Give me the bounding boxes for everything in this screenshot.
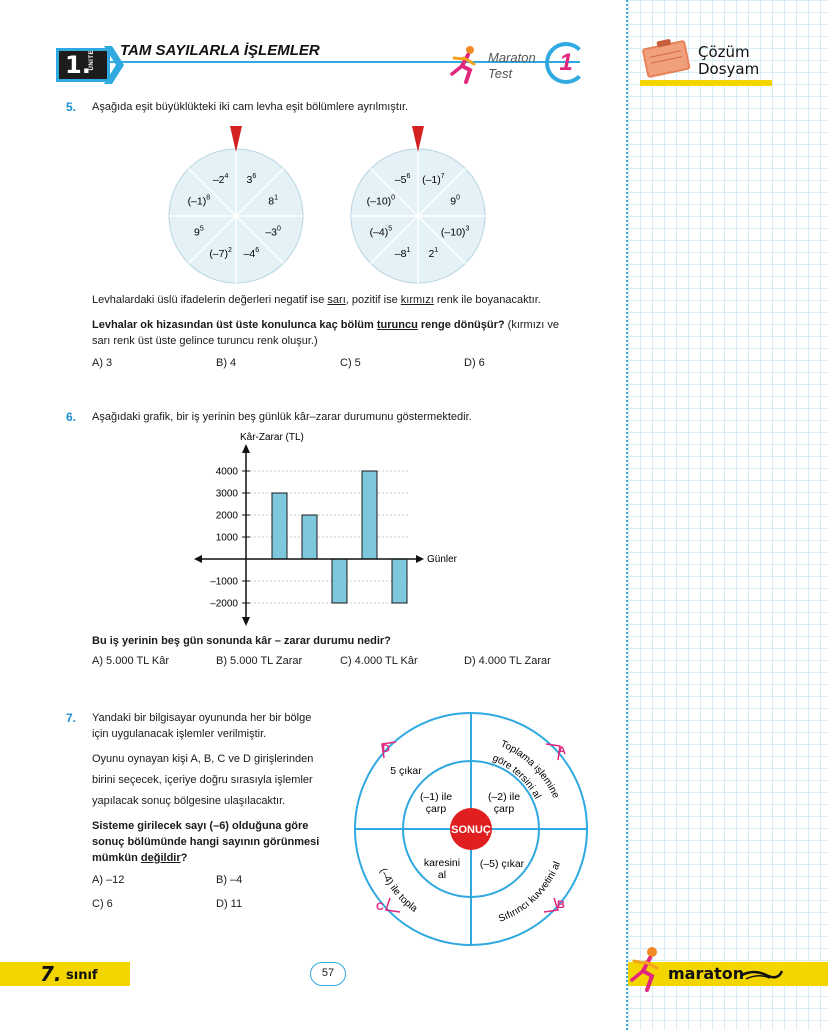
disc-right-arrow-icon: [412, 126, 424, 152]
chart-bar-day-3: [332, 559, 347, 603]
q6-question: Bu iş yerinin beş gün sonunda kâr – zarar durumu nedir?: [92, 635, 391, 647]
grade-footer: [0, 962, 130, 986]
disc-right-segment-8: $-5^6$: [394, 172, 411, 186]
q6-number: 6.: [66, 410, 77, 424]
cozum-dosyam-title: [698, 44, 759, 78]
inner-tl-line2: çarp: [425, 803, 447, 815]
disc-left-segment-3: $-3^0$: [265, 225, 281, 239]
unit-number: 1.: [65, 51, 91, 79]
chart-y-axis-label: Kâr-Zarar (TL): [240, 432, 304, 443]
q6-bar-chart: [190, 428, 490, 628]
chart-bar-day-4: [362, 471, 377, 559]
y-axis-up-arrow-icon: [242, 444, 250, 453]
entry-d[interactable]: [382, 742, 396, 758]
q6-option-d[interactable]: D) 4.000 TL Zarar: [464, 655, 551, 667]
disc-right-segment-4: $2^1$: [428, 247, 439, 261]
maraton-label: Maraton: [488, 50, 536, 65]
dosyam-label: Dosyam: [698, 60, 760, 78]
outer-tl: 5 çıkar: [390, 765, 422, 777]
q5-rule-mid: , pozitif ise: [345, 294, 401, 306]
q6-intro: Aşağıdaki grafik, bir iş yerinin beş günlük kâr–zarar durumunu göstermektedir.: [92, 411, 472, 423]
chart-y-tick-label: 2000: [215, 510, 238, 522]
disc-right-segment-2: $9^0$: [450, 194, 461, 208]
q5-question-bold-end: renge dönüşür?: [417, 319, 505, 331]
folder-icon: [638, 36, 694, 80]
footer-runner-icon: [628, 944, 664, 994]
disc-left-arrow-icon: [230, 126, 242, 152]
q7-option-a[interactable]: A) –12: [92, 874, 125, 886]
outer-bl-path: (–4) ile topla: [377, 866, 420, 915]
q7-p2c: yapılacak sonuç bölgesine ulaşılacaktır.: [92, 795, 286, 807]
outer-tr-line1-path: Toplama işlemine: [498, 738, 562, 801]
q5-rule-sari: sarı: [327, 294, 346, 306]
entry-b-label: B: [557, 899, 565, 911]
disc-right-segment-7: $(-10)^0$: [366, 194, 396, 208]
q7-q3: [92, 851, 187, 866]
q7-option-c[interactable]: C) 6: [92, 898, 113, 910]
chart-y-tick-label: –2000: [210, 598, 238, 610]
inner-bl-line1: karesini: [423, 857, 461, 869]
disc-right-segment-3: $(-10)^3$: [440, 225, 470, 239]
q5-discs: [160, 120, 500, 290]
q7-q2: sonuç bölümünde hangi sayının görünmesi: [92, 836, 320, 848]
cozum-label: Çözüm: [698, 43, 750, 61]
outer-br-path: Sıfırıncı kuvvetini al: [497, 860, 563, 925]
disc-left-segment-5: $(-7)^2$: [209, 247, 232, 261]
grade-number: 7.: [40, 962, 62, 986]
x-axis-left-arrow-icon: [194, 555, 202, 563]
entry-b[interactable]: [544, 898, 565, 912]
entry-c-label: C: [376, 901, 384, 913]
disc-left-segment-8: $-2^4$: [212, 172, 229, 186]
q6-option-b[interactable]: B) 5.000 TL Zarar: [216, 655, 303, 667]
chart-x-axis-label: Günler: [427, 554, 458, 565]
disc-left-segment-7: $(-1)^8$: [187, 194, 211, 208]
brand-name: maraton: [668, 964, 745, 983]
inner-br: (–5) çıkar: [479, 858, 525, 870]
q5-question-turuncu: turuncu: [376, 319, 418, 331]
disc-right: [351, 149, 485, 283]
disc-left-segment-6: $9^5$: [193, 225, 204, 239]
disc-left-segment-1: $3^6$: [246, 172, 257, 186]
sonuc-label: SONUÇ: [451, 824, 491, 836]
inner-tr-line1: (–2) ile: [487, 791, 521, 803]
q5-question: [92, 318, 559, 333]
q7-p1b: için uygulanacak işlemler verilmiştir.: [92, 728, 267, 740]
inner-tr-line2: çarp: [493, 803, 515, 815]
grade-word: sınıf: [66, 968, 98, 983]
disc-left-segment-4: $-4^6$: [243, 247, 260, 261]
test-number: 1: [559, 49, 573, 76]
disc-right-segment-6: $(-4)^5$: [369, 225, 393, 239]
q5-question-note: (kırmızı ve: [504, 319, 559, 331]
q5-intro: Aşağıda eşit büyüklükteki iki cam levha eşit bölümlere ayrılmıştır.: [92, 101, 409, 113]
cozum-underline: [640, 80, 772, 86]
q5-question-bold: Levhalar ok hizasından üst üste konulunca kaç bölüm: [92, 319, 377, 331]
chart-y-tick-label: 1000: [215, 532, 238, 544]
disc-right-segment-5: $-8^1$: [394, 247, 411, 261]
test-label: Test: [488, 66, 513, 81]
q7-option-b[interactable]: B) –4: [216, 874, 243, 886]
q5-rule-kirmizi: kırmızı: [400, 294, 434, 306]
entry-a-label: A: [558, 745, 566, 757]
q5-number: 5.: [66, 100, 77, 114]
q7-p1a: Yandaki bir bilgisayar oyununda her bir bölge: [92, 712, 312, 724]
q5-rule-post: renk ile boyanacaktır.: [433, 294, 541, 306]
q7-q3-pre: mümkün: [92, 852, 141, 864]
inner-tl-line1: (–1) ile: [419, 791, 453, 803]
test-number-badge: [545, 42, 587, 84]
outer-tr-line2-path: göre tersini al: [490, 752, 543, 801]
chart-y-tick-label: –1000: [210, 576, 238, 588]
chart-bar-day-1: [272, 493, 287, 559]
page-number: 57: [310, 962, 346, 986]
x-axis-right-arrow-icon: [416, 555, 424, 563]
runner-icon: [446, 44, 482, 86]
unit-label: ÜNİTE: [89, 50, 95, 71]
q5-option-b[interactable]: B) 4: [216, 357, 237, 369]
disc-left-segment-2: $8^1$: [268, 194, 279, 208]
disc-right-segment-1: $(-1)^7$: [422, 172, 445, 186]
maraton-test-label: [488, 50, 536, 82]
q6-option-c[interactable]: C) 4.000 TL Kâr: [340, 655, 418, 667]
q7-p2b: birini seçecek, içeriye doğru sırasıyla işlemler: [92, 774, 313, 786]
q7-q3-post: ?: [180, 852, 188, 864]
chart-y-tick-label: 3000: [215, 488, 238, 500]
chart-y-tick-label: 4000: [215, 466, 238, 478]
q7-q1: Sisteme girilecek sayı (–6) olduğuna göre: [92, 820, 309, 832]
inner-bl-line2: al: [437, 869, 447, 881]
q5-rule-text: Levhalardaki üslü ifadelerin değerleri negatif ise: [92, 294, 328, 306]
unit-title: TAM SAYILARLA İŞLEMLER: [120, 42, 320, 59]
q5-option-d[interactable]: D) 6: [464, 357, 485, 369]
q5-question-note-2: sarı renk üst üste gelince turuncu renk oluşur.): [92, 335, 318, 347]
q5-rule: [92, 293, 541, 308]
chart-bar-day-5: [392, 559, 407, 603]
q7-option-d[interactable]: D) 11: [216, 898, 243, 910]
q7-q3-degildir: değildir: [140, 852, 181, 864]
q7-p2a: Oyunu oynayan kişi A, B, C ve D girişlerinden: [92, 753, 314, 765]
chart-bar-day-2: [302, 515, 317, 559]
q6-option-a[interactable]: A) 5.000 TL Kâr: [92, 655, 170, 667]
solution-grid-panel: [626, 0, 828, 1030]
entry-d-label: D: [382, 743, 390, 755]
unit-number-box: [56, 48, 110, 82]
q7-number: 7.: [66, 711, 77, 725]
brand-swoosh-icon: [740, 967, 784, 981]
q5-option-a[interactable]: A) 3: [92, 357, 113, 369]
y-axis-down-arrow-icon: [242, 617, 250, 626]
disc-left: [169, 149, 303, 283]
q7-game-diagram: [350, 708, 594, 952]
q5-option-c[interactable]: C) 5: [340, 357, 361, 369]
